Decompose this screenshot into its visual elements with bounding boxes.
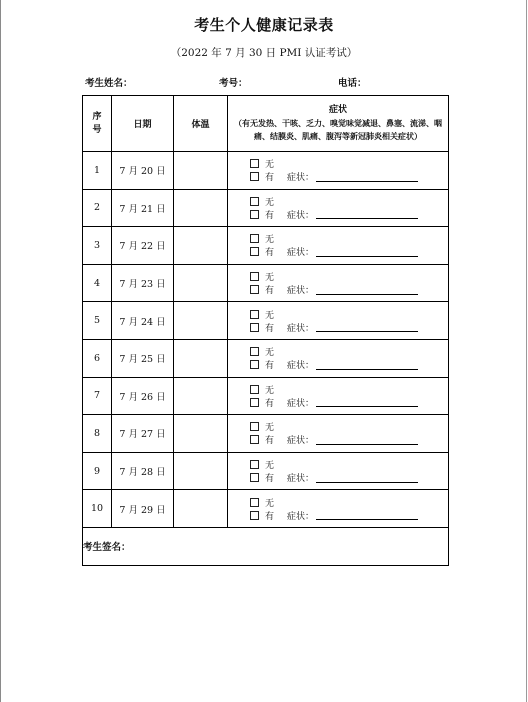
temperature-field[interactable] (174, 452, 228, 490)
row-date: 7 月 24 日 (112, 302, 174, 340)
row-date: 7 月 23 日 (112, 264, 174, 302)
option-yes (228, 208, 448, 221)
option-none (228, 420, 448, 433)
row-number: 3 (83, 227, 112, 265)
yes-label: 有 (265, 286, 275, 297)
symptom-input-line[interactable] (316, 172, 418, 182)
checkbox-none[interactable] (250, 234, 259, 243)
symptom-input-line[interactable] (316, 360, 418, 370)
yes-label: 有 (265, 511, 275, 522)
symptom-input-line[interactable] (316, 322, 418, 332)
checkbox-none[interactable] (250, 197, 259, 206)
none-label: 无 (265, 498, 275, 509)
symptom-input-line[interactable] (316, 397, 418, 407)
checkbox-yes[interactable] (250, 285, 259, 294)
none-label: 无 (265, 348, 275, 359)
row-date: 7 月 22 日 (112, 227, 174, 265)
symptom-label: 症状： (287, 248, 315, 259)
yes-label: 有 (265, 173, 275, 184)
row-date: 7 月 21 日 (112, 189, 174, 227)
checkbox-none[interactable] (250, 460, 259, 469)
symptom-label: 症状： (287, 361, 315, 372)
table-header-row (83, 96, 449, 152)
option-yes (228, 321, 448, 334)
symptom-input-line[interactable] (316, 209, 418, 219)
header-date: 日期 (112, 96, 174, 152)
symptom-label: 症状： (287, 210, 315, 221)
checkbox-none[interactable] (250, 272, 259, 281)
option-yes (228, 358, 448, 371)
option-none (228, 157, 448, 170)
table-row (83, 152, 449, 190)
temperature-field[interactable] (174, 339, 228, 377)
symptom-input-line[interactable] (316, 510, 418, 520)
yes-label: 有 (265, 398, 275, 409)
option-yes (228, 396, 448, 409)
option-none (228, 458, 448, 471)
row-number: 1 (83, 152, 112, 190)
symptom-label: 症状： (287, 436, 315, 447)
table-row (83, 227, 449, 265)
candidate-name-label: 考生姓名： (85, 78, 133, 89)
checkbox-yes[interactable] (250, 511, 259, 520)
none-label: 无 (265, 423, 275, 434)
table-row (83, 302, 449, 340)
temperature-field[interactable] (174, 227, 228, 265)
header-seq-line2: 号 (92, 124, 102, 135)
none-label: 无 (265, 160, 275, 171)
row-number: 8 (83, 415, 112, 453)
temperature-field[interactable] (174, 377, 228, 415)
symptom-input-line[interactable] (316, 435, 418, 445)
yes-label: 有 (265, 361, 275, 372)
none-label: 无 (265, 273, 275, 284)
page-right-border (526, 0, 527, 702)
yes-label: 有 (265, 323, 275, 334)
row-date: 7 月 28 日 (112, 452, 174, 490)
checkbox-none[interactable] (250, 422, 259, 431)
checkbox-none[interactable] (250, 498, 259, 507)
signature-row (83, 527, 449, 565)
none-label: 无 (265, 310, 275, 321)
page-title: 考生个人健康记录表 (194, 16, 334, 34)
option-none (228, 383, 448, 396)
symptom-cell (228, 302, 449, 340)
checkbox-yes[interactable] (250, 172, 259, 181)
checkbox-none[interactable] (250, 385, 259, 394)
symptom-input-line[interactable] (316, 247, 418, 257)
row-date: 7 月 29 日 (112, 490, 174, 528)
table-row (83, 189, 449, 227)
yes-label: 有 (265, 436, 275, 447)
row-number: 10 (83, 490, 112, 528)
option-yes (228, 509, 448, 522)
symptom-input-line[interactable] (316, 473, 418, 483)
checkbox-yes[interactable] (250, 435, 259, 444)
symptom-input-line[interactable] (316, 285, 418, 295)
header-seq-line1: 序 (92, 111, 102, 122)
yes-label: 有 (265, 248, 275, 259)
symptom-cell (228, 227, 449, 265)
none-label: 无 (265, 385, 275, 396)
checkbox-none[interactable] (250, 310, 259, 319)
table-row (83, 415, 449, 453)
symptom-cell (228, 415, 449, 453)
exam-number-label: 考号： (219, 78, 248, 89)
temperature-field[interactable] (174, 189, 228, 227)
row-number: 9 (83, 452, 112, 490)
symptom-cell (228, 264, 449, 302)
temperature-field[interactable] (174, 152, 228, 190)
symptom-cell (228, 152, 449, 190)
row-number: 6 (83, 339, 112, 377)
page-subtitle: （2022 年 7 月 30 日 PMI 认证考试） (170, 47, 358, 59)
checkbox-none[interactable] (250, 159, 259, 168)
option-none (228, 308, 448, 321)
option-yes (228, 471, 448, 484)
signature-label: 考生签名： (83, 542, 131, 554)
row-date: 7 月 27 日 (112, 415, 174, 453)
row-number: 5 (83, 302, 112, 340)
checkbox-yes[interactable] (250, 398, 259, 407)
symptom-label: 症状： (287, 474, 315, 485)
option-none (228, 195, 448, 208)
row-date: 7 月 25 日 (112, 339, 174, 377)
none-label: 无 (265, 461, 275, 472)
option-none (228, 232, 448, 245)
yes-label: 有 (265, 210, 275, 221)
table-row (83, 339, 449, 377)
row-date: 7 月 26 日 (112, 377, 174, 415)
none-label: 无 (265, 197, 275, 208)
table-row (83, 490, 449, 528)
symptom-label: 症状： (287, 398, 315, 409)
header-temperature: 体温 (174, 96, 228, 152)
checkbox-none[interactable] (250, 347, 259, 356)
symptom-cell (228, 490, 449, 528)
temperature-field[interactable] (174, 490, 228, 528)
page-left-border (0, 0, 1, 702)
option-yes (228, 245, 448, 258)
header-seq (83, 96, 112, 152)
table-row (83, 377, 449, 415)
table-row (83, 264, 449, 302)
checkbox-yes[interactable] (250, 210, 259, 219)
symptom-cell (228, 189, 449, 227)
header-symptom (228, 96, 449, 152)
checkbox-yes[interactable] (250, 323, 259, 332)
temperature-field[interactable] (174, 415, 228, 453)
symptom-cell (228, 377, 449, 415)
checkbox-yes[interactable] (250, 247, 259, 256)
checkbox-yes[interactable] (250, 360, 259, 369)
temperature-field[interactable] (174, 264, 228, 302)
signature-cell[interactable] (83, 527, 449, 565)
row-number: 4 (83, 264, 112, 302)
symptom-cell (228, 452, 449, 490)
option-yes (228, 170, 448, 183)
row-date: 7 月 20 日 (112, 152, 174, 190)
symptom-label: 症状： (287, 323, 315, 334)
option-none (228, 496, 448, 509)
checkbox-yes[interactable] (250, 473, 259, 482)
symptom-cell (228, 339, 449, 377)
header-symptom-title: 症状 (328, 105, 347, 115)
table-row (83, 452, 449, 490)
temperature-field[interactable] (174, 302, 228, 340)
option-none (228, 345, 448, 358)
symptom-label: 症状： (287, 173, 315, 184)
none-label: 无 (265, 235, 275, 246)
option-none (228, 270, 448, 283)
header-symptom-note: （有无发热、干咳、乏力、嗅觉味觉减退、鼻塞、流涕、咽痛、结膜炎、肌痛、腹泻等新冠肺炎相关症状） (234, 119, 442, 141)
option-yes (228, 283, 448, 296)
health-record-table (82, 95, 449, 566)
row-number: 2 (83, 189, 112, 227)
yes-label: 有 (265, 474, 275, 485)
option-yes (228, 433, 448, 446)
phone-label: 电话： (338, 78, 367, 89)
row-number: 7 (83, 377, 112, 415)
symptom-label: 症状： (287, 286, 315, 297)
symptom-label: 症状： (287, 511, 315, 522)
